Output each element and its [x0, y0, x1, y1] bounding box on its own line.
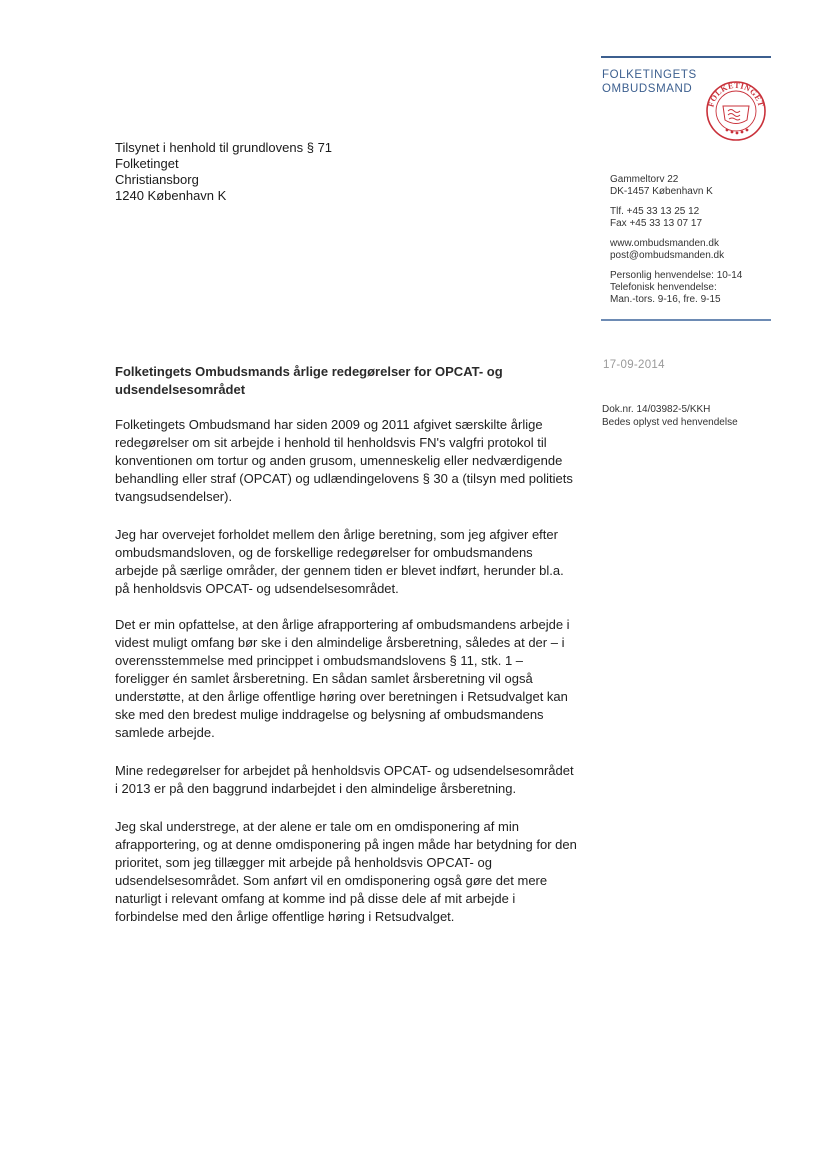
sender-street: Gammeltorv 22	[610, 174, 679, 185]
recipient-address	[115, 140, 332, 204]
letterhead-bottom-rule	[601, 319, 771, 321]
letterhead-top-rule	[601, 56, 771, 58]
recipient-line: Tilsynet i henhold til grundlovens § 71	[115, 140, 333, 155]
svg-text:FOLKETINGET: FOLKETINGET	[706, 80, 766, 109]
body-paragraph: Mine redegørelser for arbejdet på henholdsvis OPCAT- og udsendelsesområdet i 2013 er på den baggrund indarbejdet i den almindelige årsberetning.	[115, 763, 574, 796]
letter-body	[115, 416, 577, 946]
sender-online	[610, 238, 742, 262]
body-paragraph: Jeg har overvejet forholdet mellem den årlige beretning, som jeg afgiver efter ombudsmandsloven, og de forskellige redegørelser for ombudsmandens arbejde på særlige områder, der gennem tiden er blevet indført, herunder bl.a. på henholdsvis OPCAT- og udsendelsesområdet.	[115, 527, 564, 596]
sender-fax: Fax +45 33 13 07 17	[610, 218, 703, 229]
sender-hours-line: Man.-tors. 9-16, fre. 9-15	[610, 294, 721, 305]
sender-phone: Tlf. +45 33 13 25 12	[610, 206, 700, 217]
organization-name-line1: FOLKETINGETS	[602, 69, 697, 81]
organization-name	[602, 68, 697, 96]
body-paragraph: Jeg skal understrege, at der alene er tale om en omdisponering af min afrapportering, og at denne omdisponering på ingen måde har betydning for den prioritet, som jeg tillægger mit arbejde på henholdsvis OPCAT- og udsendelsesområdet. Som anført vil en omdisponering også gøre det mere naturligt i relevant omfang at komme ind på disse dele af mit arbejde i forbindelse med den årlige offentlige høring i Retsudvalget.	[115, 819, 577, 924]
sender-contact-block	[610, 174, 742, 314]
document-reference	[602, 403, 738, 429]
sender-opening-hours	[610, 270, 742, 306]
sender-email: post@ombudsmanden.dk	[610, 250, 725, 261]
sender-city: DK-1457 København K	[610, 186, 713, 197]
sender-hours-line: Personlig henvendelse: 10-14	[610, 270, 743, 281]
recipient-line: Christiansborg	[115, 172, 199, 187]
recipient-line: Folketinget	[115, 156, 179, 171]
document-number: Dok.nr. 14/03982-5/KKH	[602, 404, 711, 415]
recipient-line: 1240 København K	[115, 188, 227, 203]
sender-address	[610, 174, 742, 198]
body-paragraph: Folketingets Ombudsmand har siden 2009 og 2011 afgivet særskilte årlige redegørelser om sit arbejde i henhold til henholdsvis FN's valgfri protokol til konventionen om tortur og anden grusom, umenneskelig eller nedværdigende behandling eller straf (OPCAT) og udlændingelovens § 30 a (tilsyn med politiets tvangsudsendelser).	[115, 417, 573, 504]
sender-phone-fax	[610, 206, 742, 230]
body-paragraph: Det er min opfattelse, at den årlige afrapportering af ombudsmandens arbejde i videst muligt omfang bør ske i den almindelige årsberetning, således at der – i overensstemmelse med princippet i ombudsmandslovens § 11, stk. 1 – foreligger én samlet årsberetning. En sådan samlet årsberetning vil også understøtte, at den årlige offentlige høring over beretningen i Retsudvalget kan ske med den bredest mulige inddragelse og belysning af ombudsmandens samlede arbejde.	[115, 617, 570, 740]
sender-website: www.ombudsmanden.dk	[610, 238, 719, 249]
reference-note: Bedes oplyst ved henvendelse	[602, 417, 738, 428]
letter-subject: Folketingets Ombudsmands årlige redegørelser for OPCAT- og udsendelsesområdet	[115, 364, 503, 397]
folketinget-seal-logo	[705, 80, 767, 142]
organization-name-line2: OMBUDSMAND	[602, 83, 693, 95]
letter-date: 17-09-2014	[603, 359, 665, 371]
sender-hours-line: Telefonisk henvendelse:	[610, 282, 717, 293]
